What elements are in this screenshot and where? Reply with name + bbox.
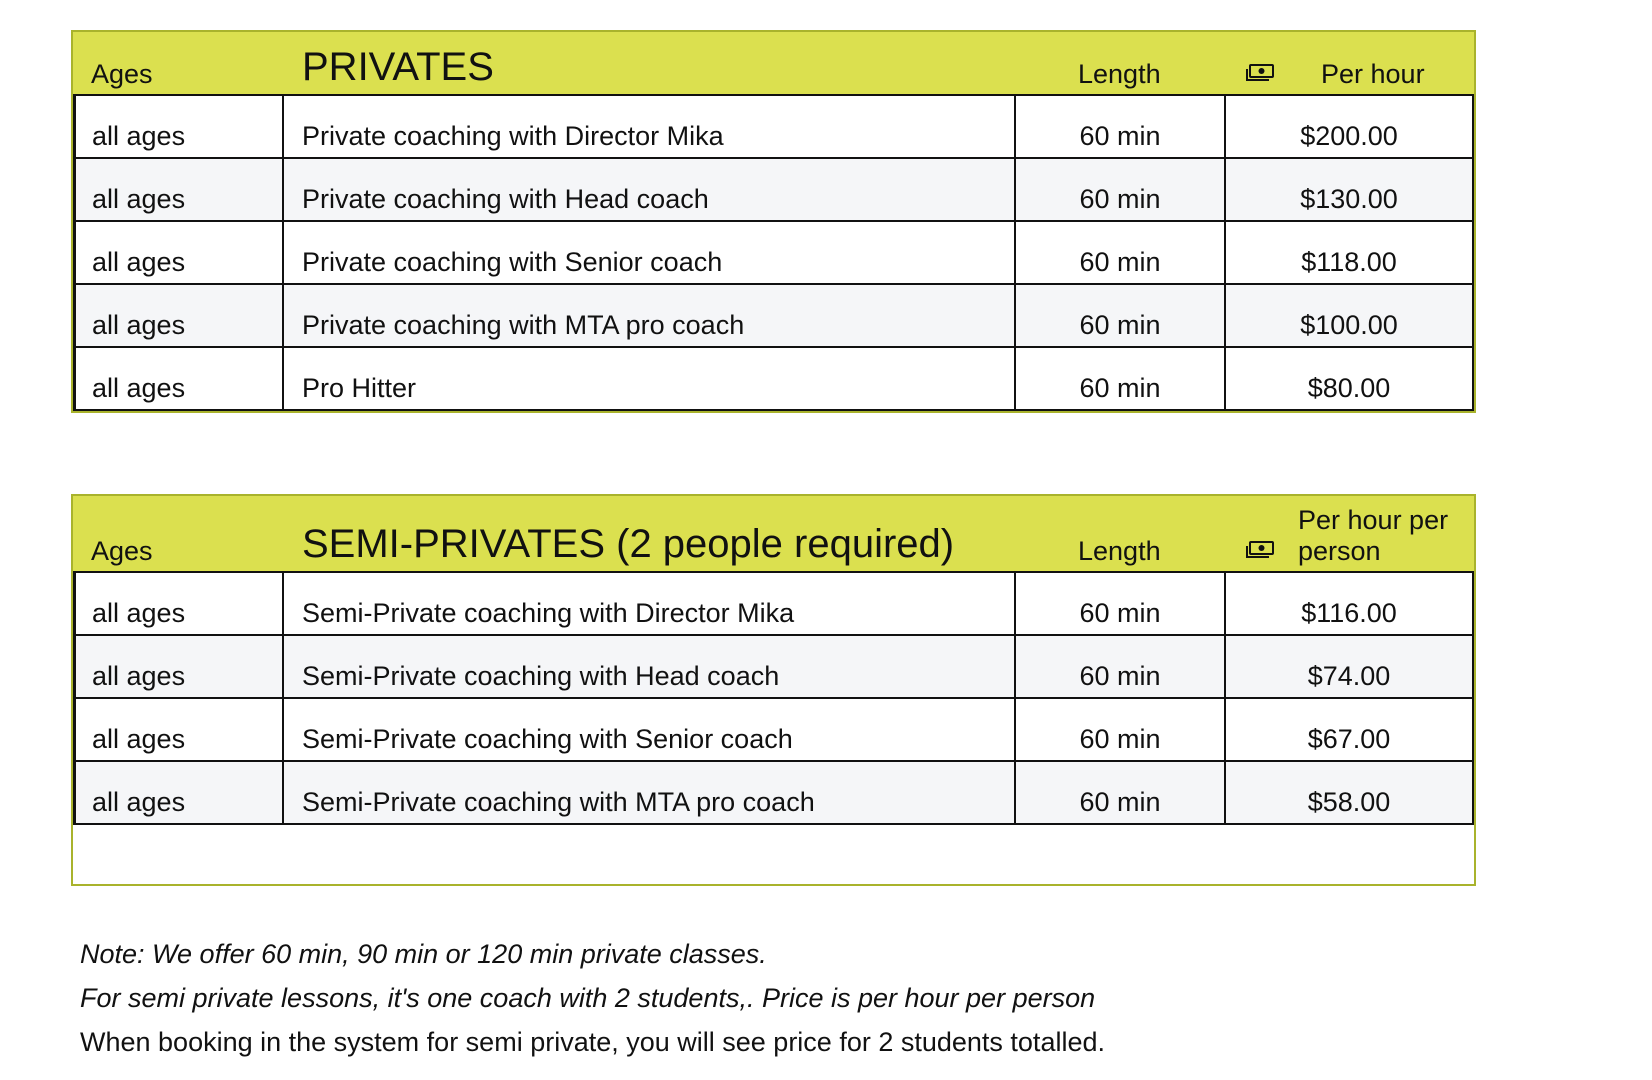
- privates-header-title: [284, 32, 1016, 94]
- semi-privates-table-body: [73, 573, 1474, 825]
- cell-description: Semi-Private coaching with Senior coach: [284, 699, 1016, 760]
- cell-ages: all ages: [73, 699, 284, 760]
- pricing-notes: [80, 932, 1105, 1064]
- privates-header-ages-label: Ages: [91, 58, 153, 89]
- privates-table-header: [73, 32, 1474, 96]
- table-row: [73, 222, 1474, 285]
- semi-header-price-label: Per hour per person: [1298, 504, 1449, 566]
- cell-description: Private coaching with Director Mika: [284, 96, 1016, 157]
- cell-ages: all ages: [73, 636, 284, 697]
- cell-length: 60 min: [1016, 636, 1226, 697]
- privates-table-body: [73, 96, 1474, 411]
- cell-price: $100.00: [1226, 285, 1474, 346]
- cell-length: 60 min: [1016, 348, 1226, 409]
- cell-price: $200.00: [1226, 96, 1474, 157]
- cell-description: Semi-Private coaching with Head coach: [284, 636, 1016, 697]
- privates-header-length-label: Length: [1078, 58, 1161, 89]
- cell-description: Private coaching with Head coach: [284, 159, 1016, 220]
- cell-ages: all ages: [73, 573, 284, 634]
- privates-header-price-label: Per hour: [1321, 58, 1425, 89]
- cell-ages: all ages: [73, 222, 284, 283]
- privates-header-length: [1016, 32, 1226, 94]
- note-line-semi-private: For semi private lessons, it's one coach with 2 students,. Price is per hour per person: [80, 983, 1096, 1013]
- cell-description: Semi-Private coaching with MTA pro coach: [284, 762, 1016, 823]
- semi-header-length: [1016, 496, 1226, 571]
- cell-length: 60 min: [1016, 222, 1226, 283]
- cell-ages: all ages: [73, 285, 284, 346]
- cell-price: $118.00: [1226, 222, 1474, 283]
- note-line-booking: When booking in the system for semi private, you will see price for 2 students totalled.: [80, 1027, 1105, 1057]
- semi-header-title: [284, 496, 1016, 571]
- table-row: [73, 636, 1474, 699]
- semi-header-ages: [73, 496, 284, 571]
- table-row: [73, 573, 1474, 636]
- money-icon: [1246, 541, 1274, 558]
- privates-table: [71, 30, 1476, 413]
- privates-header-price: [1226, 32, 1474, 94]
- cell-description: Pro Hitter: [284, 348, 1016, 409]
- cell-price: $80.00: [1226, 348, 1474, 409]
- cell-description: Private coaching with MTA pro coach: [284, 285, 1016, 346]
- cell-ages: all ages: [73, 348, 284, 409]
- table-row: [73, 159, 1474, 222]
- cell-ages: all ages: [73, 762, 284, 823]
- cell-description: Private coaching with Senior coach: [284, 222, 1016, 283]
- cell-price: $58.00: [1226, 762, 1474, 823]
- cell-price: $67.00: [1226, 699, 1474, 760]
- note-line-options: Note: We offer 60 min, 90 min or 120 min private classes.: [80, 939, 767, 969]
- cell-length: 60 min: [1016, 159, 1226, 220]
- cell-price: $116.00: [1226, 573, 1474, 634]
- privates-title: PRIVATES: [302, 45, 494, 89]
- cell-length: 60 min: [1016, 96, 1226, 157]
- cell-length: 60 min: [1016, 699, 1226, 760]
- semi-header-length-label: Length: [1078, 535, 1161, 566]
- cell-description: Semi-Private coaching with Director Mika: [284, 573, 1016, 634]
- cell-length: 60 min: [1016, 285, 1226, 346]
- semi-privates-table: [71, 494, 1476, 886]
- semi-privates-title: SEMI-PRIVATES (2 people required): [302, 522, 955, 566]
- table-row: [73, 762, 1474, 825]
- table-row: [73, 348, 1474, 411]
- privates-header-ages: [73, 32, 284, 94]
- semi-header-price: [1226, 496, 1474, 571]
- table-row: [73, 96, 1474, 159]
- cell-ages: all ages: [73, 96, 284, 157]
- cell-price: $74.00: [1226, 636, 1474, 697]
- cell-ages: all ages: [73, 159, 284, 220]
- money-icon: [1246, 64, 1274, 81]
- cell-length: 60 min: [1016, 573, 1226, 634]
- table-row: [73, 285, 1474, 348]
- cell-price: $130.00: [1226, 159, 1474, 220]
- semi-privates-table-header: [73, 496, 1474, 573]
- table-row: [73, 699, 1474, 762]
- cell-length: 60 min: [1016, 762, 1226, 823]
- semi-header-ages-label: Ages: [91, 535, 153, 566]
